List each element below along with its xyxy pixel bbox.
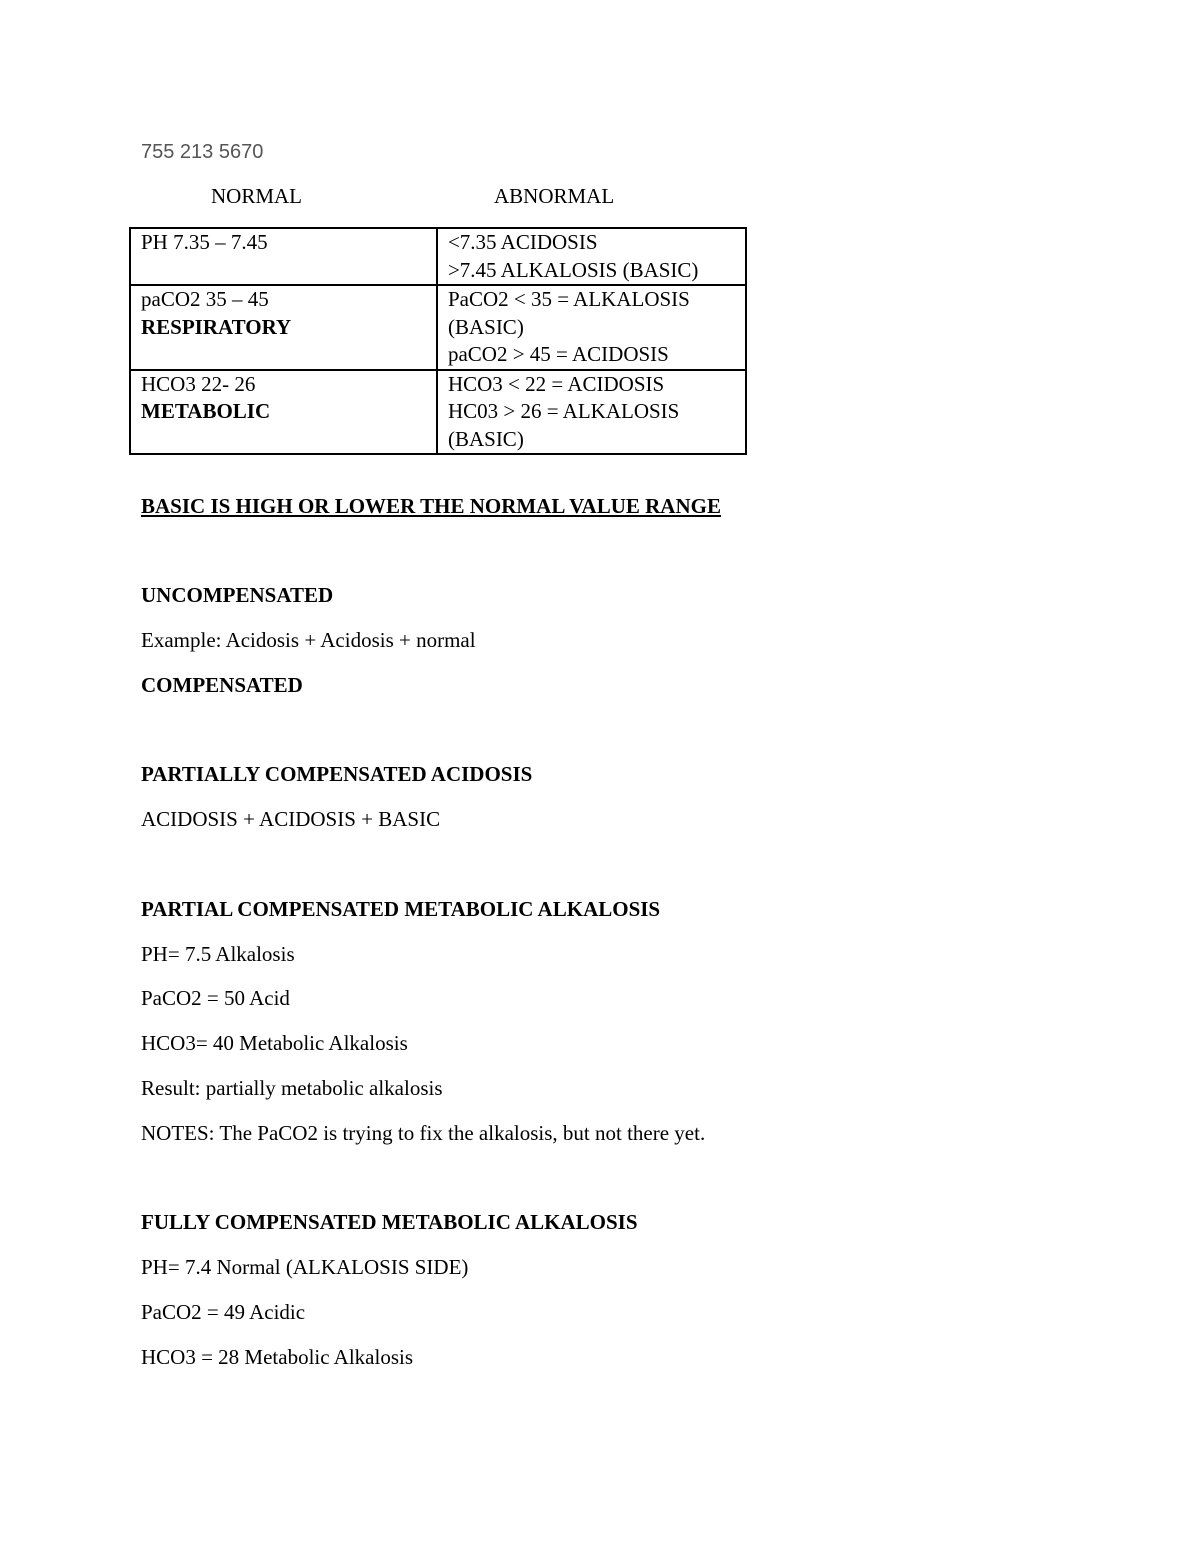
partial-hco3-line: HCO3= 40 Metabolic Alkalosis [141, 1031, 408, 1055]
fully-paco2-line: PaCO2 = 49 Acidic [141, 1300, 306, 1324]
normal-category-label: RESPIRATORY [141, 314, 292, 339]
abnormal-cell [437, 370, 746, 455]
partial-ph-line: PH= 7.5 Alkalosis [141, 942, 295, 966]
normal-value: paCO2 35 – 45 [141, 287, 269, 311]
uncompensated-example: Example: Acidosis + Acidosis + normal [141, 628, 476, 652]
normal-category-label: METABOLIC [141, 399, 271, 423]
column-header-normal: NORMAL [211, 184, 303, 208]
phone-number: 755 213 5670 [141, 141, 264, 163]
partially-compensated-acidosis-formula: ACIDOSIS + ACIDOSIS + BASIC [141, 807, 441, 831]
basic-note-heading: BASIC IS HIGH OR LOWER THE NORMAL VALUE RANGE [141, 494, 721, 518]
fully-ph-line: PH= 7.4 Normal (ALKALOSIS SIDE) [141, 1255, 469, 1279]
column-header-abnormal: ABNORMAL [494, 184, 615, 208]
fully-hco3-line: HCO3 = 28 Metabolic Alkalosis [141, 1345, 413, 1369]
partially-compensated-acidosis-heading: PARTIALLY COMPENSATED ACIDOSIS [141, 762, 533, 786]
abnormal-line: (BASIC) [447, 426, 524, 451]
normal-cell [130, 285, 437, 370]
normal-cell [130, 228, 437, 285]
compensated-heading: COMPENSATED [141, 673, 303, 697]
table-row [130, 285, 746, 370]
table-row [130, 228, 746, 285]
abnormal-cell [437, 285, 746, 370]
normal-value: HCO3 22- 26 [141, 371, 256, 396]
abnormal-line: (BASIC) [447, 314, 524, 339]
uncompensated-heading: UNCOMPENSATED [141, 583, 334, 607]
abnormal-line: <7.35 ACIDOSIS [447, 230, 598, 254]
abnormal-line: HC03 > 26 = ALKALOSIS [447, 399, 680, 423]
abnormal-cell [437, 228, 746, 285]
partial-metabolic-alkalosis-heading: PARTIAL COMPENSATED METABOLIC ALKALOSIS [141, 897, 661, 921]
partial-notes-line: NOTES: The PaCO2 is trying to fix the alkalosis, but not there yet. [141, 1121, 706, 1145]
abnormal-line: paCO2 > 45 = ACIDOSIS [447, 342, 669, 366]
reference-values-table [129, 227, 747, 455]
fully-metabolic-alkalosis-heading: FULLY COMPENSATED METABOLIC ALKALOSIS [141, 1210, 638, 1234]
normal-cell [130, 370, 437, 455]
abnormal-line: PaCO2 < 35 = ALKALOSIS [447, 287, 690, 311]
normal-value: PH 7.35 – 7.45 [141, 230, 268, 254]
abnormal-line: HCO3 < 22 = ACIDOSIS [447, 371, 665, 396]
partial-result-line: Result: partially metabolic alkalosis [141, 1076, 443, 1100]
partial-paco2-line: PaCO2 = 50 Acid [141, 986, 290, 1010]
table-row [130, 370, 746, 455]
abnormal-line: >7.45 ALKALOSIS (BASIC) [447, 257, 699, 282]
